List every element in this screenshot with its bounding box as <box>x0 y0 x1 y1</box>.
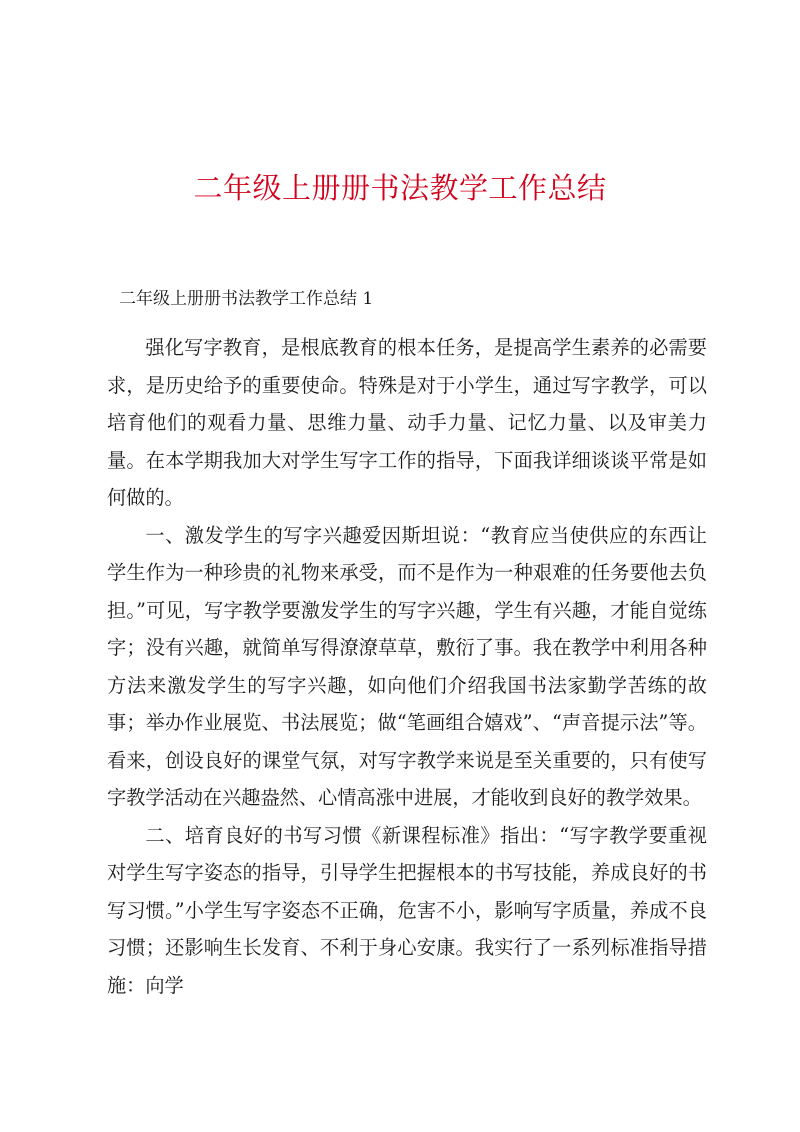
paragraph-intro: 强化写字教育，是根底教育的根本任务，是提高学生素养的必需要求，是历史给予的重要使命。特殊是对于小学生，通过写字教学，可以培育他们的观看力量、思维力量、动手力量、记忆力量、以及审美力量。在本学期我加大对学生写字工作的指导，下面我详细谈谈平常是如何做的。 <box>107 336 707 509</box>
body-text <box>107 329 707 1004</box>
paragraph-interest: 一、激发学生的写字兴趣爱因斯坦说：“教育应当使供应的东西让学生作为一种珍贵的礼物来承受，而不是作为一种艰难的任务要他去负担。”可见，写字教学要激发学生的写字兴趣，学生有兴趣，才能自觉练字；没有兴趣，就简单写得潦潦草草，敷衍了事。我在教学中利用各种方法来激发学生的写字兴趣，如向他们介绍我国书法家勤学苦练的故事；举办作业展览、书法展览；做“笔画组合嬉戏”、“声音提示法”等。看来，创设良好的课堂气氛，对写字教学来说是至关重要的，只有使写字教学活动在兴趣盎然、心情高涨中进展，才能收到良好的教学效果。 <box>107 523 707 809</box>
paragraph-habits: 二、培育良好的书写习惯《新课程标准》指出：“写字教学要重视对学生写字姿态的指导，引导学生把握根本的书写技能，养成良好的书写习惯。”小学生写字姿态不正确，危害不小，影响写字质量，养成不良习惯；还影响生长发育、不利于身心安康。我实行了一系列标准指导措施：向学 <box>107 823 707 997</box>
section-heading: 二年级上册册书法教学工作总结 1 <box>119 289 374 309</box>
page-title: 二年级上册册书法教学工作总结 <box>193 171 607 205</box>
